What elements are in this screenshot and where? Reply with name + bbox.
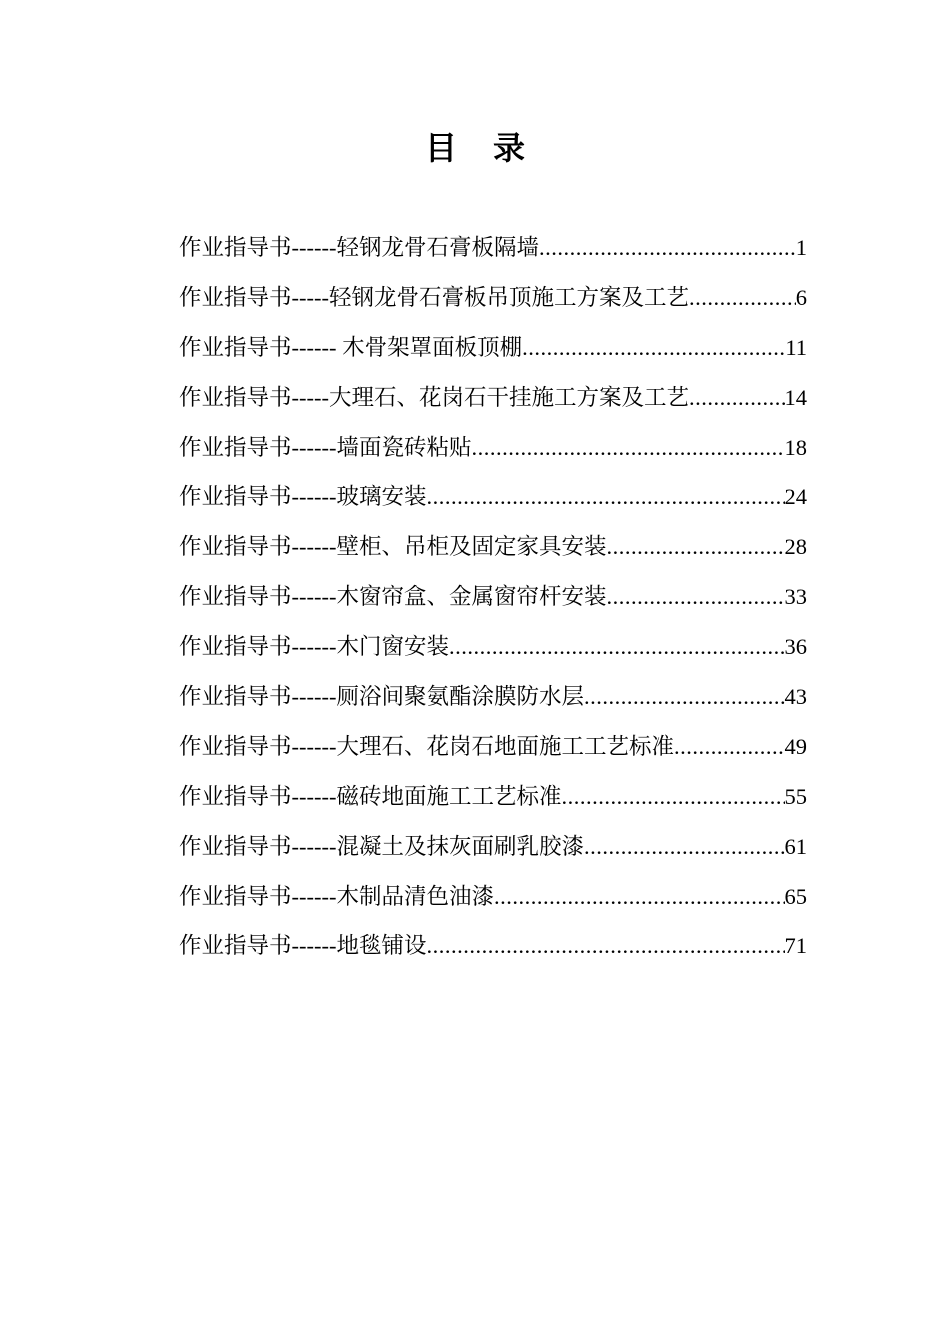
toc-entry[interactable] xyxy=(179,376,807,426)
toc-dot-leader xyxy=(494,875,785,919)
toc-page-number: 11 xyxy=(785,334,807,360)
toc-page-number: 61 xyxy=(784,833,807,859)
toc-entry-title: 作业指导书------轻钢龙骨石膏板隔墙 xyxy=(179,235,539,260)
toc-entry-title: 作业指导书------玻璃安装 xyxy=(179,484,427,510)
toc-dot-leader xyxy=(674,725,785,769)
toc-entry-title: 作业指导书------厕浴间聚氨酯涂膜防水层 xyxy=(179,684,584,710)
toc-entry[interactable] xyxy=(179,825,807,875)
toc-entry-title: 作业指导书------地毯铺设 xyxy=(179,933,427,959)
toc-page-number: 14 xyxy=(784,384,807,410)
toc-entry[interactable] xyxy=(179,276,807,326)
toc-entry[interactable] xyxy=(179,575,807,625)
toc-entry[interactable] xyxy=(179,725,807,775)
toc-page-number: 28 xyxy=(784,534,807,560)
toc-dot-leader xyxy=(689,276,796,320)
toc-entry[interactable] xyxy=(179,525,807,575)
toc-entry[interactable] xyxy=(179,675,807,725)
toc-entry-title: 作业指导书------木窗帘盒、金属窗帘杆安装 xyxy=(179,584,607,610)
toc-page-number: 71 xyxy=(784,933,807,959)
toc-dot-leader xyxy=(689,376,785,420)
toc-entry-title: 作业指导书------混凝土及抹灰面刷乳胶漆 xyxy=(179,833,584,859)
toc-page-number: 49 xyxy=(784,733,807,759)
toc-entry-title: 作业指导书------木门窗安装 xyxy=(179,634,449,660)
toc-dot-leader xyxy=(522,326,785,370)
toc-dot-leader xyxy=(584,825,785,869)
toc-entry[interactable] xyxy=(179,426,807,476)
toc-entry[interactable] xyxy=(179,226,807,276)
toc-dot-leader xyxy=(449,625,785,669)
page-title: 目 录 xyxy=(424,130,539,166)
toc-page-number: 1 xyxy=(795,235,807,260)
toc-entry-title: 作业指导书-----轻钢龙骨石膏板吊顶施工方案及工艺 xyxy=(179,284,689,310)
toc-entry-title: 作业指导书------大理石、花岗石地面施工工艺标准 xyxy=(179,733,674,759)
toc-dot-leader xyxy=(471,426,784,470)
toc-dot-leader xyxy=(426,475,784,519)
toc-entry[interactable] xyxy=(179,775,807,825)
toc-dot-leader xyxy=(426,924,784,968)
toc-entry-title: 作业指导书------磁砖地面施工工艺标准 xyxy=(179,783,562,809)
toc-dot-leader xyxy=(606,525,784,569)
toc-entry[interactable] xyxy=(179,875,807,925)
toc-entry-title: 作业指导书------墙面瓷砖粘贴 xyxy=(179,434,472,460)
toc-page-number: 33 xyxy=(784,584,807,610)
toc-page-number: 65 xyxy=(784,883,807,909)
toc-page-number: 18 xyxy=(784,434,807,460)
toc-dot-leader xyxy=(539,226,796,270)
toc-dot-leader xyxy=(561,775,784,819)
toc-page-number: 55 xyxy=(784,783,807,809)
toc-entry-title: 作业指导书------木制品清色油漆 xyxy=(179,883,494,909)
toc-entry-title: 作业指导书-----大理石、花岗石干挂施工方案及工艺 xyxy=(179,384,689,410)
toc-page-number: 24 xyxy=(784,484,807,510)
toc-entry-title: 作业指导书------壁柜、吊柜及固定家具安装 xyxy=(179,534,607,560)
toc-entry[interactable] xyxy=(179,475,807,525)
toc-dot-leader xyxy=(584,675,785,719)
table-of-contents xyxy=(179,226,807,974)
toc-entry[interactable] xyxy=(179,625,807,675)
toc-entry[interactable] xyxy=(179,924,807,974)
toc-dot-leader xyxy=(606,575,784,619)
toc-page-number: 43 xyxy=(784,684,807,710)
toc-entry-title: 作业指导书------ 木骨架罩面板顶棚 xyxy=(179,334,523,360)
toc-entry[interactable] xyxy=(179,326,807,376)
toc-page-number: 6 xyxy=(795,284,807,310)
toc-page-number: 36 xyxy=(784,634,807,660)
